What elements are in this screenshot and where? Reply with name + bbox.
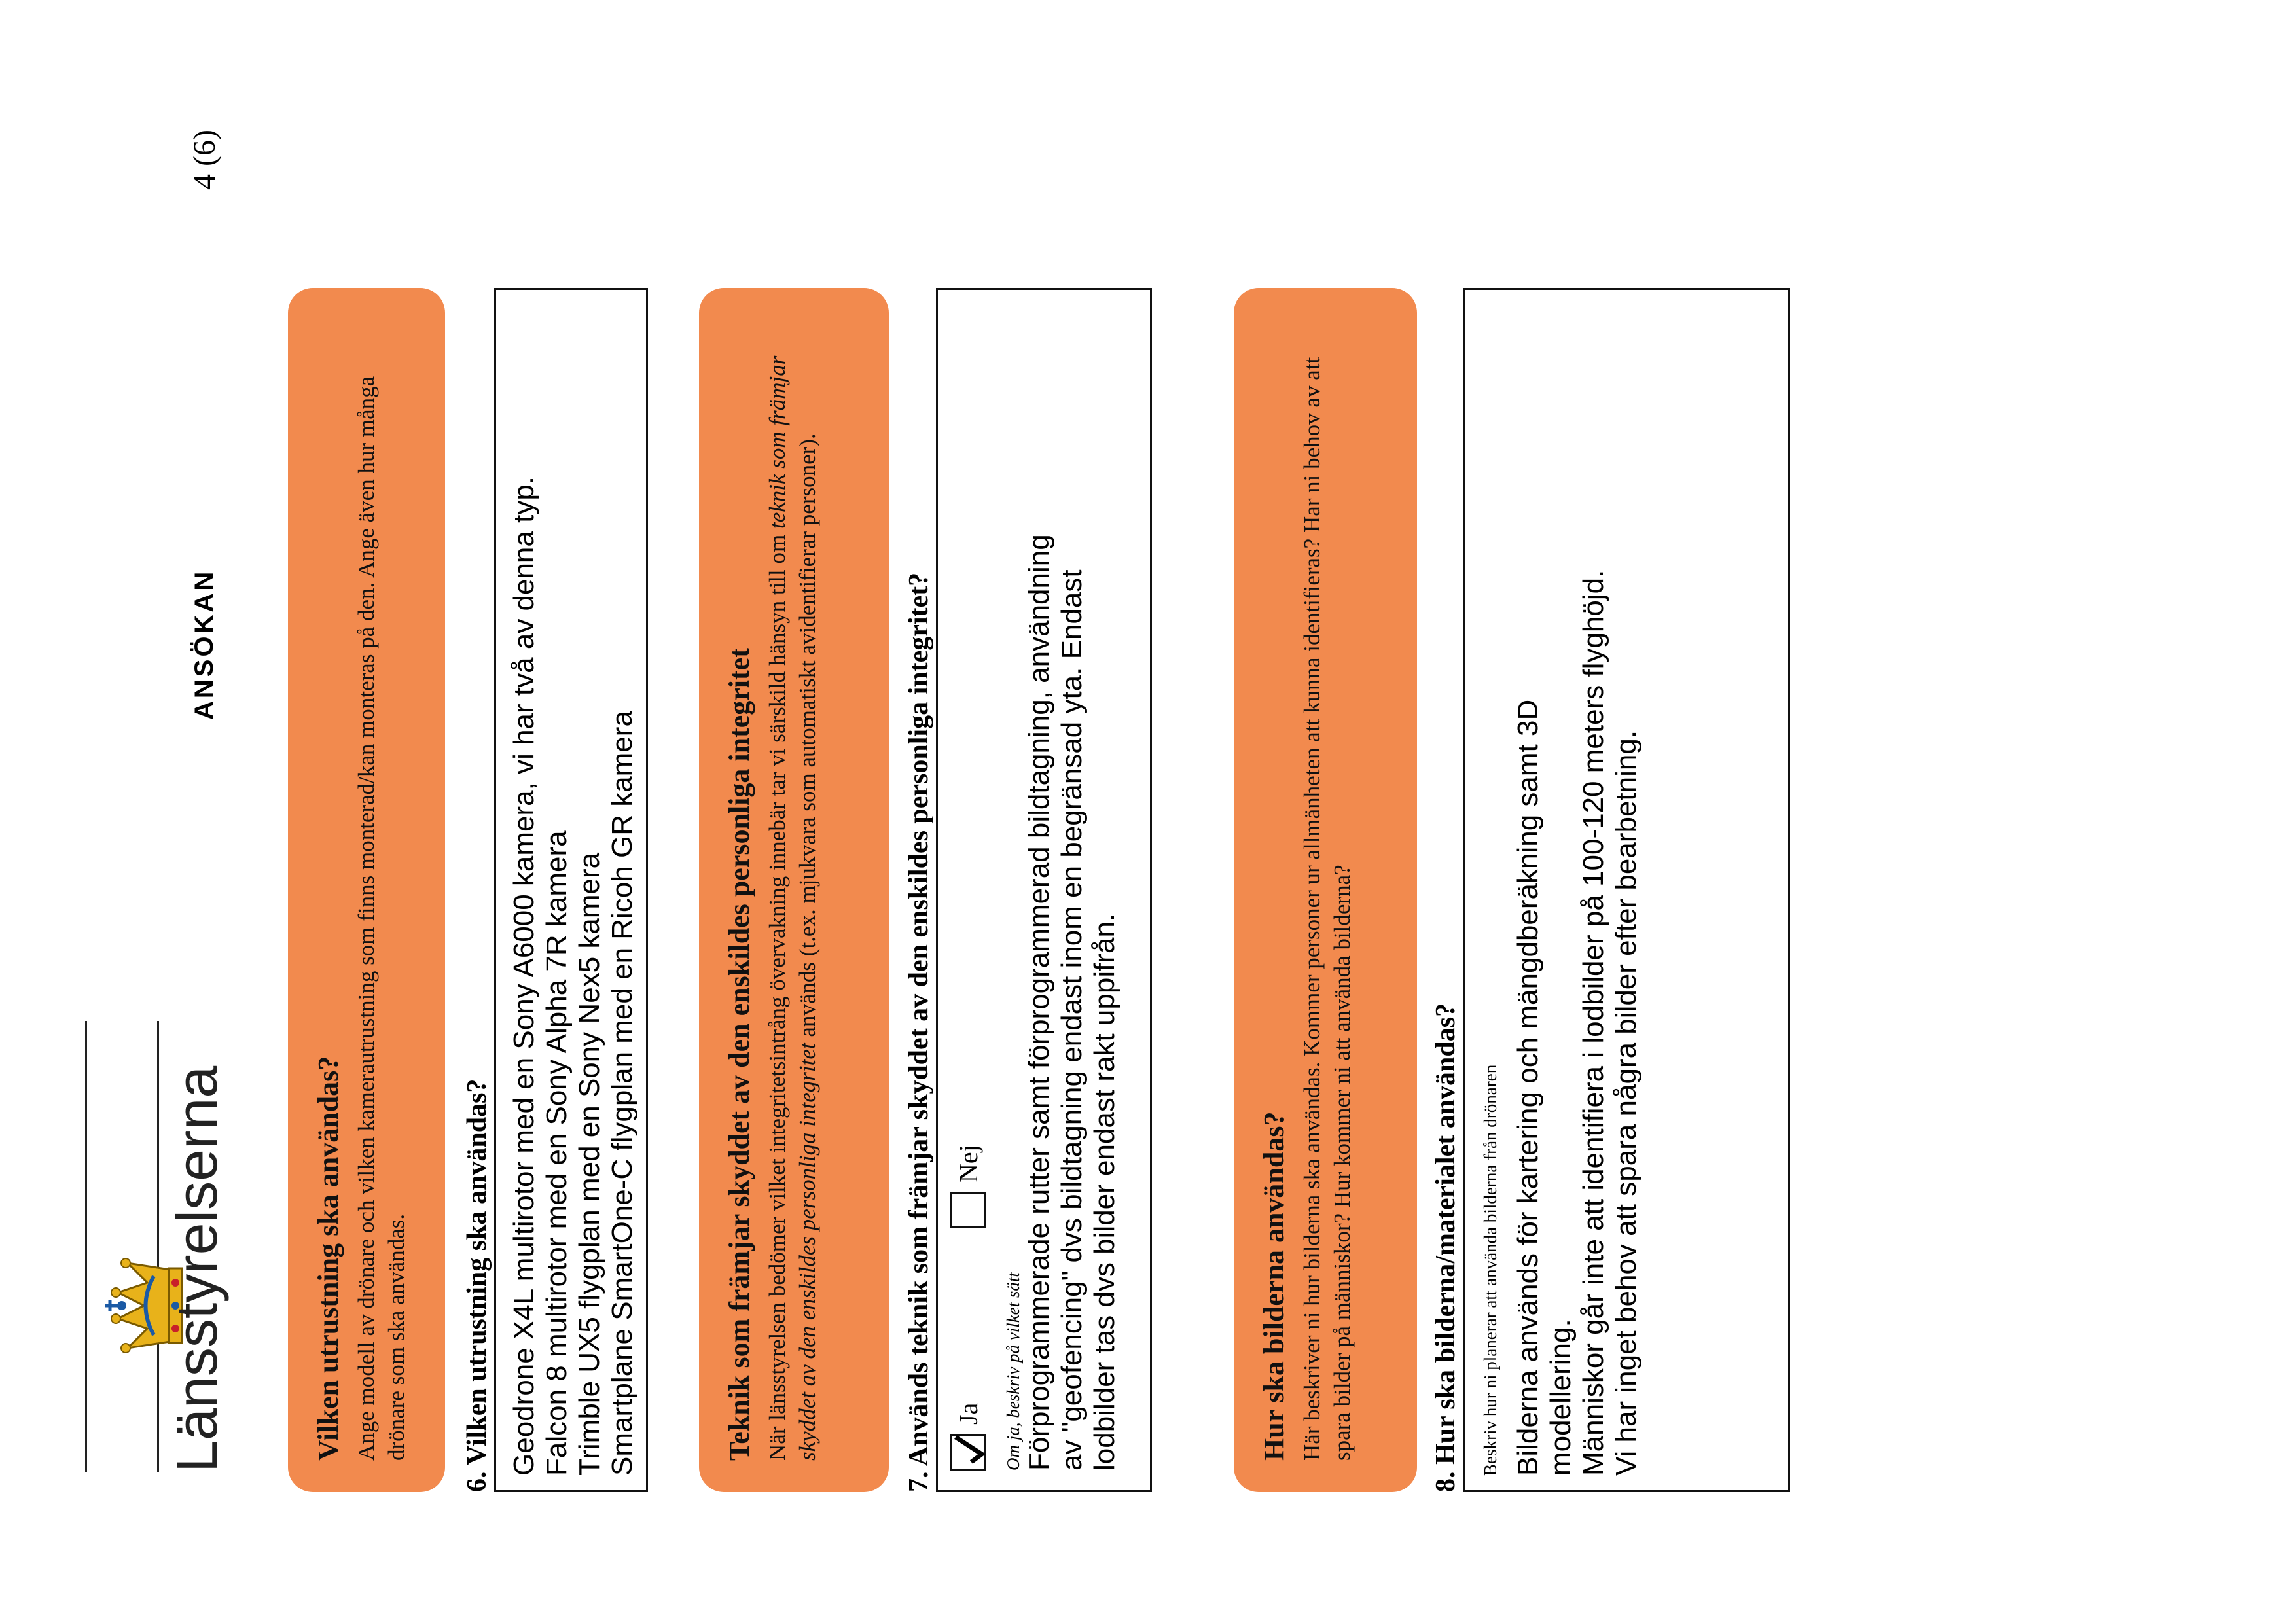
privacy-info-text-part: används (t.ex. mjukvara som automatiskt avidentifierar personer). [795, 433, 820, 1043]
logo-rule-top [85, 1021, 87, 1472]
no-checkbox[interactable] [950, 1192, 986, 1228]
no-label: Nej [954, 1145, 983, 1183]
usage-info-box [1234, 288, 1417, 1492]
privacy-info-box [699, 288, 889, 1492]
question-7: 7. Används teknik som främjar skyddet av den enskildes personliga integritet? [904, 572, 934, 1492]
organization-name: Länsstyrelserna [164, 1065, 229, 1472]
privacy-hint: Om ja, beskriv på vilket sätt [1003, 1272, 1023, 1471]
yes-checkbox[interactable] [950, 1434, 986, 1471]
privacy-answer-line: lodbilder tas dvs bilder endast rakt uppifrån. [1088, 913, 1121, 1471]
privacy-info-text [762, 319, 823, 1461]
privacy-answer-field[interactable] [936, 288, 1152, 1492]
equipment-answer-line: Geodrone X4L multirotor med en Sony A6000 kamera, vi har två av denna typ. [508, 476, 540, 1476]
document-type: ANSÖKAN [190, 569, 219, 720]
privacy-info-text-italic: teknik som främjar skyddet av den enskildes personliga integritet [764, 355, 820, 1461]
page-number: 4 (6) [187, 130, 222, 190]
question-8: 8. Hur ska bilderna/materialet användas? [1431, 1003, 1461, 1492]
usage-info-text: Här beskriver ni hur bilderna ska användas. Kommer personer ur allmänheten att kunna identifieras? Har ni behov av att spara bilder på människor? Hur kommer ni att använda bilderna? [1299, 357, 1355, 1461]
usage-info-heading: Hur ska bilderna användas? [1258, 1111, 1290, 1461]
privacy-answer-line: av "geofencing" dvs bildtagning endast inom en begränsad yta. Endast [1056, 569, 1088, 1471]
privacy-answer-text [1023, 306, 1121, 1471]
usage-answer-line: Vi har inget behov att spara några bilder efter bearbetning. [1610, 730, 1642, 1476]
question-6: 6. Vilken utrustning ska användas? [462, 1079, 492, 1492]
equipment-info-heading: Vilken utrustning ska användas? [312, 1056, 344, 1461]
equipment-answer-line: Falcon 8 multirotor med en Sony Alpha 7R kamera [541, 830, 573, 1476]
equipment-answer-line: Smartplane SmartOne-C flygplan med en Ricoh GR kamera [606, 711, 638, 1476]
usage-answer-field[interactable] [1463, 288, 1790, 1492]
usage-answer-line: modellering. [1545, 1319, 1577, 1476]
privacy-answer-line: Förprogrammerade rutter samt förprogrammerad bildtagning, användning [1023, 534, 1055, 1471]
equipment-answer-field[interactable] [494, 288, 648, 1492]
equipment-info-text: Ange modell av drönare och vilken kamerautrustning som finns monterad/kan monteras på den. Ange även hur många drönare som ska användas. [353, 376, 409, 1461]
usage-answer-line: Människor går inte att identifiera i lodbilder på 100-120 meters flyghöjd. [1577, 569, 1609, 1476]
checkmark-icon [952, 1432, 988, 1469]
privacy-info-heading: Teknik som främjar skyddet av den enskildes personliga integritet [723, 648, 755, 1461]
equipment-info-box [288, 288, 445, 1492]
equipment-answer-line: Trimble UX5 flygplan med en Sony Nex5 kamera [573, 852, 605, 1476]
usage-hint: Beskriv hur ni planerar att använda bilderna från drönaren [1480, 1064, 1500, 1476]
yes-label: Ja [954, 1402, 983, 1425]
usage-answer-line: Bilderna används för kartering och mängdberäkning samt 3D [1512, 699, 1544, 1476]
privacy-info-text-part: När länsstyrelsen bedömer vilket integritetsintrång övervakning innebär tar vi särskild hänsyn till om [764, 529, 790, 1461]
